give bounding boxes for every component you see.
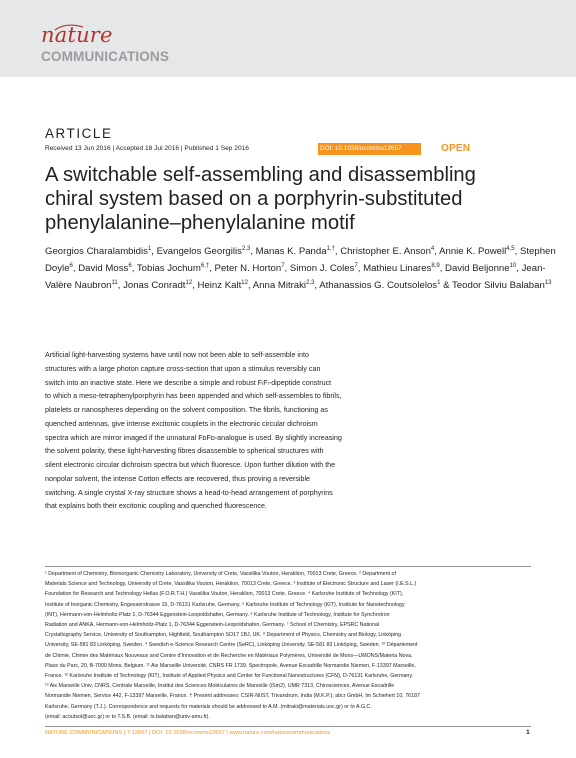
abstract-line: to which a meso-tetraphenylporphyrin has been appended and which self-assembles to fibrils,: [45, 392, 342, 401]
affiliation-line: Normandie Niemen, Service 442, F-13397 Marseille, France. † Present addresses: CSIR-NIIST, Trivandrum, India (M.K.P.); abcr GmbH, Im Schiehert 10, 76187: [45, 693, 420, 700]
journal-logo-communications: COMMUNICATIONS: [41, 49, 170, 64]
author-affiliation-marker: 4: [430, 245, 435, 252]
affiliation-line: Materials Science and Technology, University of Crete, Vassilika Vouton, Heraklion, 70013 Crete, Greece. ³ Institute of Electronic Structure and Laser (I.E.S.L.): [45, 581, 417, 588]
affiliation-line: University, SE-581 83 Linköping, Sweden. ⁹ Swedish e-Science Research Centre (SeRC), Linköping University, SE-581 83 Linköping, Sweden. ¹⁰ Département: [45, 642, 418, 649]
footer-journal-info: NATURE COMMUNICATIONS | 7:12657 | DOI: 10.1038/ncomms12657 | www.nature.com/naturecommunications: [45, 730, 331, 736]
author-name: Manas K. Panda: [255, 246, 327, 257]
author-name: Simon J. Coles: [289, 263, 355, 275]
author-conjunction: &: [443, 280, 450, 292]
abstract-line: that explains both their excitonic coupling and quenched fluorescence.: [45, 502, 267, 511]
author-affiliation-marker: 1: [147, 245, 152, 252]
doi-link[interactable]: DOI: 10.1038/ncomms12657: [320, 145, 402, 152]
affiliation-line: (INT), Hermann-von-Helmholtz-Platz 1, D-76344 Eggenstein-Leopoldshafen, Germany. ⁶ Karlsruhe Institute of Technology, Institute for Synchrotron: [45, 611, 390, 618]
title-line: phenylalanine–phenylalanine motif: [45, 212, 355, 234]
author-affiliation-marker: 13: [544, 280, 552, 286]
affiliation-line: ¹ Department of Chemistry, Bioinorganic Chemistry Laboratory, University of Crete, Vassilika Vouton, Heraklion, 70013 Crete, Greece. ² Department of: [45, 571, 396, 577]
title-line: chiral system based on a porphyrin-substituted: [45, 188, 463, 210]
author-name: Evangelos Georgilis: [156, 246, 242, 257]
affiliation-line: Place du Parc, 20, B-7000 Mons, Belgium. ¹¹ Aix Marseille Université, CNRS FR 1739, Spectropole, Avenue Escadrille Normandie Niemen, F-13397 Marseille,: [45, 662, 416, 669]
author-name: David Beljonne: [445, 263, 510, 275]
author-name: David Moss: [78, 263, 129, 275]
author-name: Anna Mitraki: [252, 280, 307, 292]
logo-swoosh-icon: [54, 24, 84, 32]
abstract-line: the solvent polarity, these light-harvesting fibres disassemble to spherical structures with: [45, 447, 324, 456]
author-affiliation-marker: 6,†: [200, 262, 210, 269]
author-name: Peter N. Horton: [214, 263, 282, 275]
abstract-line: structures with a large photon capture cross-section that upon a stimulus reversibly can: [45, 364, 321, 373]
abstract-line: switch into an inactive state. Here we describe a simple and robust FₗFₗ-dipeptide construct: [45, 378, 332, 387]
author-name: Annie K. Powell: [439, 246, 507, 257]
page-number: 1: [526, 729, 530, 736]
footer-divider: [45, 726, 531, 727]
affiliation-line: (email: acoutsol@uoc.gr) or to T.S.B. (email: ts.balaban@univ-amu.fr).: [45, 713, 210, 720]
affiliation-line: France. ¹² Karlsruhe Institute of Technology (KIT), Institute of Applied Physics and Center for Functional Nanostructures (CFN), D-76131 Karlsruhe, Germany.: [45, 673, 414, 680]
author-name: Georgios Charalambidis: [45, 246, 148, 257]
author-affiliation-marker: 7: [354, 262, 358, 269]
author-affiliation-marker: 8,9: [431, 262, 440, 269]
abstract-line: Artificial light-harvesting systems have until now not been able to self-assemble into: [45, 351, 309, 359]
author-name: Athanassios G. Coutsolelos: [319, 280, 438, 292]
affiliations-divider: [45, 566, 531, 567]
author-name: Heinz Kalt: [197, 280, 242, 292]
author-name: Teodor Silviu Balaban: [452, 280, 545, 292]
author-affiliation-marker: 6: [69, 262, 73, 269]
affiliation-line: ¹³ Aix Marseille Univ, CNRS, Centrale Marseille, Institut des Sciences Moléculaires de Marseille (iSm2), UMR 7313, Chirosciences, Avenue Escadrille: [45, 683, 395, 690]
affiliation-line: Crystallography Service, University of Southampton, Highfield, Southampton SO17 1BJ, UK. ⁸ Department of Physics, Chemistry and Biology, Linköping: [45, 632, 402, 639]
article-title: [45, 163, 545, 235]
author-name: Mathieu Linares: [363, 263, 432, 275]
abstract-line: platelets or nanospheres depending on the solvent composition. The fibrils, functioning as: [45, 406, 328, 414]
journal-logo-nature: nature: [41, 23, 113, 47]
author-name: Tobias Jochum: [136, 263, 201, 275]
abstract-line: spectra which are mirror imaged if the unnatural FᴅFᴅ-analogue is used. By slightly increasing: [45, 433, 342, 442]
abstract-line: quenched antennas, give intense excitonic couplets in the electronic circular dichroism: [45, 419, 318, 428]
author-affiliation-marker: 6: [128, 262, 132, 269]
affiliation-line: de Chimie, Chimie des Matériaux Nouveaux and Centre d'Innovation et de Recherche en Matériaux Polymères, Université de Mons—UMONS/Materia Nova,: [45, 652, 413, 659]
affiliation-line: Institute of Inorganic Chemistry, Engesserstrasse 15, D-76131 Karlsruhe, Germany. ⁵ Karlsruhe Institute of Technology (KIT), Institute for Nanotechnology: [45, 601, 405, 608]
author-name: Christopher E. Anson: [340, 246, 431, 257]
affiliation-line: Foundation for Research and Technology Hellas (F.O.R.T.H.) Vassilika Vouton, Heraklion, 70013 Crete, Greece. ⁴ Karlsruhe Institute of Technology (KIT),: [45, 591, 404, 598]
author-affiliation-marker: 1: [437, 280, 441, 286]
author-affiliation-marker: 12: [185, 280, 193, 286]
abstract-line: nonpolar solvent, the intense Cotton effects are recovered, thus proving a reversible: [45, 474, 311, 483]
abstract: [45, 349, 395, 514]
author-affiliation-marker: 2,3: [306, 280, 315, 286]
abstract-line: switching. A single crystal X-ray structure shows a head-to-head arrangement of porphyrins: [45, 488, 333, 497]
author-affiliation-marker: 1,†: [326, 245, 335, 252]
affiliation-line: Karlsruhe, Germany (T.J.). Correspondence and requests for materials should be addressed to A.M. (mitraki@materials.uoc.gr) or to A.G.C.: [45, 703, 372, 710]
author-list: Georgios Charalambidis$^1$, Evangelos Georgilis$^{2,3}$, Manas K. Panda$^{1,\dagger}$, Christopher E. Anson$^4$, Annie K. Powell$^{4,5}$, Stephen Doyle$^6$, David Moss$^6$, Tobias Jochum$^{6,\dagger}$, Peter N. Horton$^7$, Simon J. Coles$^7$, Mathieu Linares$^{8,9}$, David Beljonne$^{10}$, Jean-Valère Naubron$^{11}$, Jonas Conradt$^{12}$, Heinz Kalt$^{12}$, Anna Mitraki$^{2,3}$, Athanassios G. Coutsolelos$^1$ & Teodor Silviu Balaban$^{13}$: [45, 245, 556, 292]
author-affiliation-marker: 10: [509, 262, 517, 269]
author-name: Jean-Valère Naubron: [45, 263, 546, 292]
abstract-line: silent electronic circular dichroism spectra but which fluoresce. Upon further dilution with the: [45, 461, 336, 469]
publication-dates: Received 13 Jun 2016 | Accepted 18 Jul 2016 | Published 1 Sep 2016: [45, 145, 249, 152]
author-name: Stephen Doyle: [45, 246, 556, 275]
author-affiliation-marker: 2,3: [241, 245, 251, 252]
author-affiliation-marker: 11: [111, 280, 118, 286]
author-affiliation-marker: 12: [241, 280, 248, 286]
affiliations: [45, 569, 533, 722]
affiliation-line: Radiation and ANKA, Hermann-von-Helmholtz-Platz 1, D-76344 Eggenstein-Leopoldshafen, Germany. ⁷ School of Chemistry, EPSRC National: [45, 622, 380, 629]
title-line: A switchable self-assembling and disassembling: [45, 164, 476, 186]
article-type-label: ARTICLE: [45, 126, 113, 141]
open-access-label: OPEN: [441, 143, 471, 154]
author-affiliation-marker: 7: [281, 262, 285, 269]
author-affiliation-marker: 4,5: [506, 245, 515, 252]
author-name: Jonas Conradt: [123, 280, 186, 292]
